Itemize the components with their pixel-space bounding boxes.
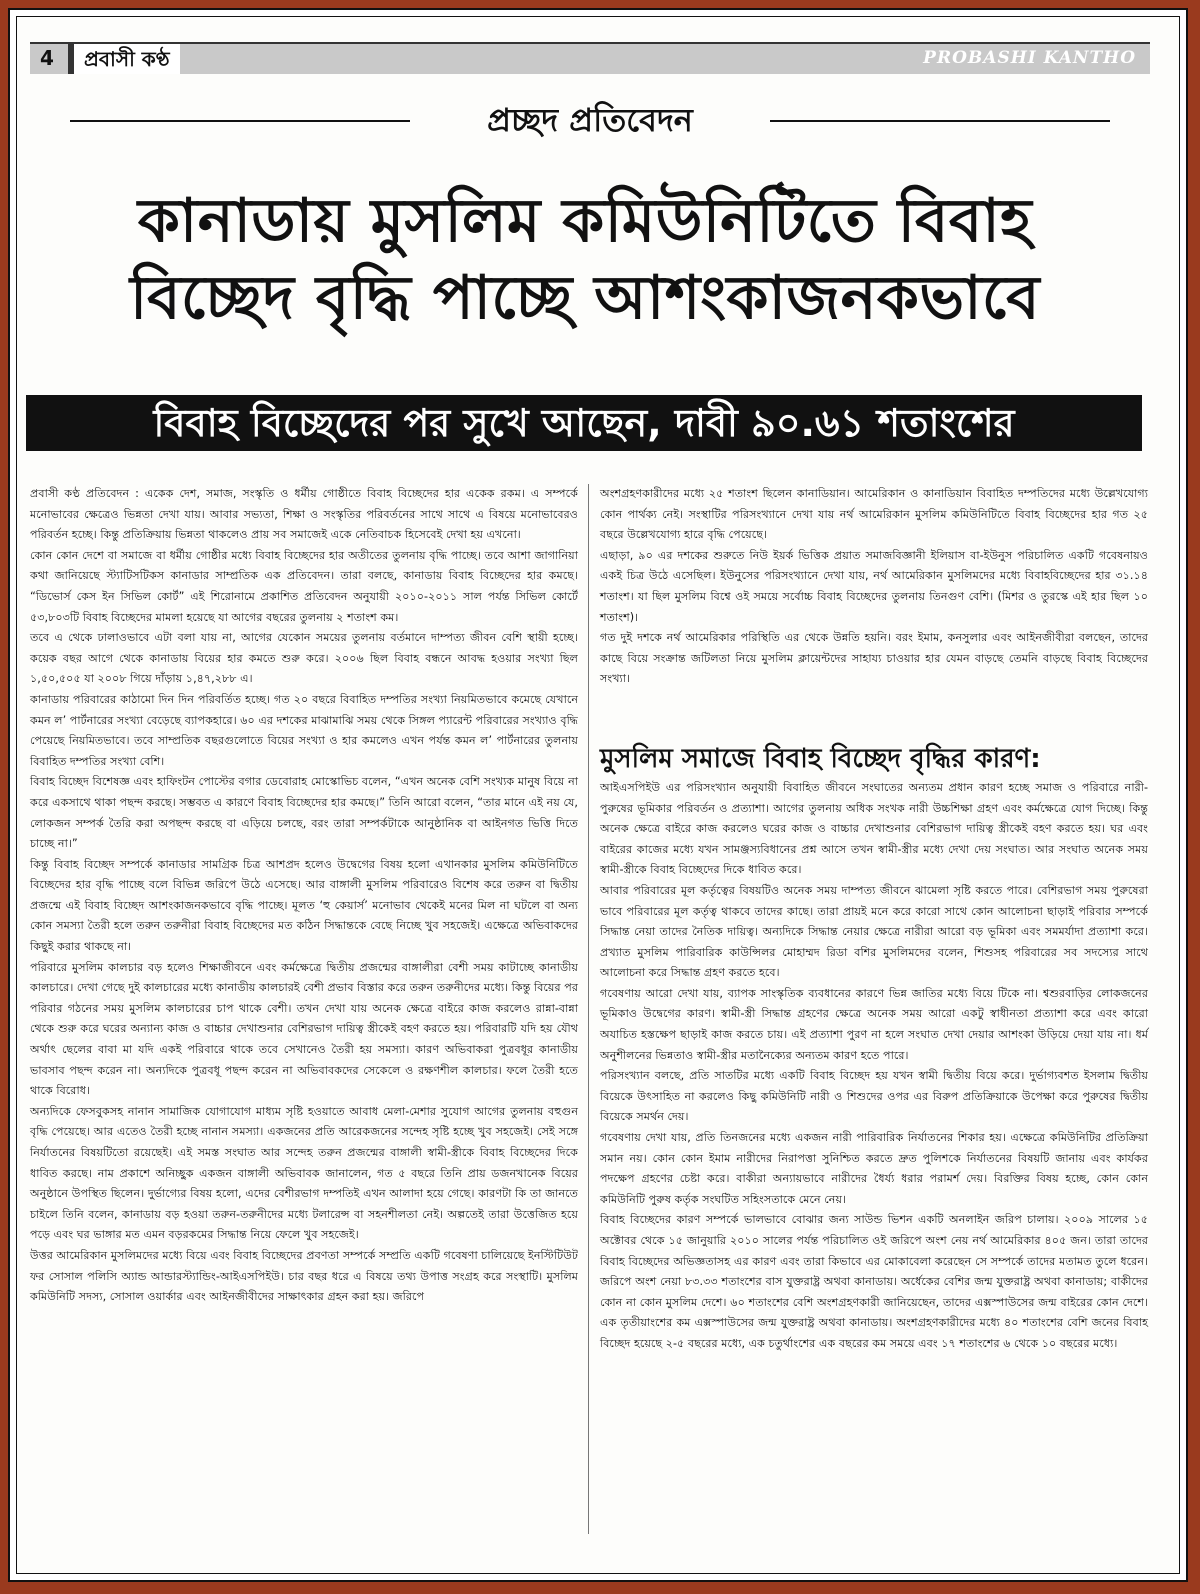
- paragraph: গবেষণায় আরো দেখা যায়, ব্যাপক সাংস্কৃতিক ব্যবধানের কারণে ভিন্ন জাতির মধ্যে বিয়ে টিকে না। শ্বশুরবাড়ির লোকজনের ভূমিকাও উদ্বেগের কারণ। স্বামী-স্ত্রী সিদ্ধান্ত গ্রহণের ক্ষেত্রে অনেক সময় আরো একটু স্বাধীনতা প্রত্যাশা করে এবং কারো অযাচিত হস্তক্ষেপ ছাড়াই কাজ করতে চায়। এই প্রত্যাশা পুরণ না হলে সংঘাত দেখা দেয়ার আশংকা উড়িয়ে দেয়া যায় না। ধর্ম অনুশীলনের ভিন্নতাও স্বামী-স্ত্রীর মতানৈক্যের অন্যতম কারণ হতে পারে।: [600, 986, 1148, 1062]
- paragraph: আইএসপিইউ এর পরিসংখ্যান অনুযায়ী বিবাহিত জীবনে সংঘাতের অন্যতম প্রধান কারণ হচ্ছে সমাজ ও পরিবারে নারী-পুরুষের ভূমিকার পরিবর্তন ও প্রত্যাশা। আগের তুলনায় অধিক সংখক নারী উচ্চশিক্ষা গ্রহণ এবং কর্মক্ষেত্রে যোগ দিচ্ছে। কিন্তু অনেক ক্ষেত্রে বাইরে কাজ করলেও ঘরের কাজ ও বাচ্চার দেখাশুনার বেশিরভাগ দায়িত্ব স্ত্রীকেই বহণ করতে হয়। ঘর এবং বাইরের কাজের মধ্যে যখন সামঞ্জস্যবিধানের প্রশ্ন আসে তখন স্বামী-স্ত্রীর মধ্যে দেখা দেয় সংঘাত। আর সংঘাত অনেক সময় স্বামী-স্ত্রীকে বিবাহ বিচ্ছেদের দিকে ধাবিত করে।: [600, 780, 1148, 877]
- paragraph: পরিবারে মুসলিম কালচার বড় হলেও শিক্ষাজীবনে এবং কর্মক্ষেত্রে দ্বিতীয় প্রজন্মের বাঙ্গালীরা বেশী সময় কাটাচ্ছে কানাডীয় কালচারে। দেখা গেছে দুই কালচারের মধ্যে কানাডীয় কালচারই বেশী প্রভাব বিস্তার করে তরুন তরুনীদের মধ্যে। কিন্তু বিয়ের পর পরিবার গঠনের সময় মুসলিম কালচারের চাপ থাকে বেশী। তখন দেখা যায় অনেক ক্ষেত্রে বাইরে কাজ করলেও রান্না-বান্না থেকে শুরু করে ঘরের অন্যান্য কাজ ও বাচ্চার দেখাশুনার বেশিরভাগ দায়িত্ব স্ত্রীকেই বহণ করতে হয়। পরিবারটি যদি হয় যৌথ অর্থাৎ ছেলের বাবা মা যদি একই পরিবারে থাকে তবে সেখানেও তৈরী হয় সমস্যা। কারণ অভিবাকরা পুত্রবধূর কানাডীয় ভাবসাব পছন্দ করেন না। অন্যদিকে পুত্রবধূ পছন্দ করেন না অভিবাবকদের সেকেলে ও রক্ষণশীল কালচার। ফলে তৈরী হতে থাকে বিরোধ।: [30, 960, 578, 1098]
- paragraph: বিবাহ বিচ্ছেদ বিশেষজ্ঞ এবং হাফিংটন পোস্টের বগার ডেবোরাহ মোস্কোভিচ বলেন, “এখন অনেক বেশি সংখ্যক মানুষ বিয়ে না করে একসাথে থাকা পছন্দ করছে। সম্ভবত এ কারণে বিবাহ বিচ্ছেদের হার কমছে।” তিনি আরো বলেন, “তার মানে এই নয় যে, লোকজন সম্পর্ক তৈরি করা অপছন্দ করছে বা এড়িয়ে চলছে, বরং তারা সম্পর্কটাকে আনুষ্ঠানিক বা আইনগত ভিত্তি দিতে চাচ্ছে না।”: [30, 775, 578, 851]
- paragraph: এছাড়া, ৯০ এর দশকের শুরুতে নিউ ইয়র্ক ভিত্তিক প্রয়াত সমাজবিজ্ঞানী ইলিয়াস বা-ইউনুস পরিচালিত একটি গবেষনায়ও একই চিত্র উঠে এসেছিল। ইউনুসের পরিসংখ্যানে দেখা যায়, নর্থ আমেরিকান মুসলিমদের মধ্যে বিবাহবিচ্ছেদের হার ৩১.১৪ শতাংশ। যা ছিল মুসলিম বিশ্বে ওই সময়ে সর্বোচ্চ বিবাহ বিচ্ছেদের তুলনায় তিনগুণ বেশি। (মিশর ও তুরস্কে এই হার ছিল ১০ শতাংশ)।: [600, 548, 1148, 624]
- paragraph: উত্তর আমেরিকান মুসলিমদের মধ্যে বিয়ে এবং বিবাহ বিচ্ছেদের প্রবণতা সম্পর্কে সম্প্রতি একটি গবেষণা চালিয়েছে ইনস্টিটিউট ফর সোসাল পলিসি অ্যান্ড আন্ডারস্ট্যান্ডিং-আইএসপিইউ। চার বছর ধরে এ বিষয়ে তথ্য উপাত্ত সংগ্রহ করে সংস্থাটি। মুসলিম কমিউনিটি সদস্য, সোসাল ওয়ার্কার এবং আইনজীবীদের সাক্ষাৎকার গ্রহন করা হয়। জরিপে: [30, 1248, 578, 1304]
- page-number: 4: [40, 46, 54, 70]
- paragraph: কিন্তু বিবাহ বিচ্ছেদ সম্পর্কে কানাডার সামগ্রিক চিত্র আশপ্রদ হলেও উদ্বেগের বিষয় হলো এখানকার মুসলিম কমিউনিটিতে বিচ্ছেদের হার বৃদ্ধি পাচ্ছে বলে বিভিন্ন জরিপে উঠে এসেছে। আর বাঙ্গালী মুসলিম পরিবারেও বিশেষ করে তরুন বা দ্বিতীয় প্রজন্মে এই বিবাহ বিচ্ছেদ আশংকাজনকভাবে বৃদ্ধি পাচ্ছে। মূলত ‘হু কেয়ার্স’ মনোভাব থেকেই মনের মিল না ঘটলে বা অন্য কোন সমস্যা তৈরী হলে তরুন তরুনীরা বিবাহ বিচ্ছেদের মত কঠিন সিদ্ধান্তকে বেছে নিচ্ছে খুব সহজেই। এক্ষেত্রে অভিবাকদের কিছুই করার থাকছে না।: [30, 857, 578, 954]
- right-column: [600, 484, 1148, 1355]
- paragraph: পরিসংখ্যান বলছে, প্রতি সাতটির মধ্যে একটি বিবাহ বিচ্ছেদ হয় যখন স্বামী দ্বিতীয় বিয়ে করে। দুর্ভাগ্যবশত ইসলাম দ্বিতীয় বিয়েকে উৎসাহিত না করলেও কিছু কমিউনিটি নারী ও শিশুদের ওপর এর বিরুপ প্রতিক্রিয়াকে উপেক্ষা করে পুরুষের দ্বিতীয় বিয়েকে সমর্থন দেয়।: [600, 1069, 1148, 1124]
- section-rule-right: [770, 120, 1110, 122]
- section-label-row: [40, 100, 1140, 140]
- paragraph: অন্যদিকে ফেসবুকসহ নানান সামাজিক যোগাযোগ মাধ্যম সৃষ্টি হওয়াতে আবাধ মেলা-মেশার সুযোগ আগের তুলনায় বহুগুন বৃদ্ধি পেয়েছে। আর এতেও তৈরী হচ্ছে নানান সমস্যা। একজনের প্রতি আরেকজনের সন্দেহ সৃষ্টি হচ্ছে খুব সহজেই। সেই সঙ্গে নির্যাতনের বিষয়টিতো রয়েছেই। এই সমস্ত সংঘাত আর সন্দেহ তরুন প্রজন্মের বাঙ্গালী স্বামী-স্ত্রীকে বিবাহ বিচ্ছেদের দিকে ধাবিত করছে। নাম প্রকাশে অনিচ্ছুক একজন বাঙ্গালী অভিবাবক জানালেন, গত ৫ বছরে তিনি প্রায় ডজনখানেক বিয়ের অনুষ্ঠানে উপস্থিত ছিলেন। দুর্ভাগ্যের বিষয় হলো, এদের বেশীরভাগ দম্পতিই এখন আলাদা হয়ে গেছে। কারণটা কি তা জানতে চাইলে তিনি বলেন, কানাডায় বড় হওয়া তরুন-তরুনীদের মধ্যে টলারেন্স বা সহনশীলতা নেই। অল্পতেই তারা উত্তেজিত হয়ে পড়ে এবং ঘর ভাঙ্গার মত এমন বড়রকমের সিদ্ধান্ত নিয়ে ফেলে খুব সহজেই।: [30, 1104, 578, 1242]
- column-divider: [588, 484, 589, 1534]
- subheadline-banner: বিবাহ বিচ্ছেদের পর সুখে আছেন, দাবী ৯০.৬১ শতাংশের: [26, 395, 1142, 451]
- left-column: [30, 484, 578, 1308]
- paragraph: আবার পরিবারের মূল কর্তৃত্বের বিষয়টিও অনেক সময় দাম্পত্য জীবনে ঝামেলা সৃষ্টি করতে পারে। বেশিরভাগ সময় পুরুষেরা ভাবে পরিবারের মূল কর্তৃত্ব থাকবে তাদের কাছে। তারা প্রায়ই মনে করে কারো সাথে কোন আলোচনা ছাড়াই পরিবার সম্পর্কে সিদ্ধান্ত নেয়া তাদের নৈতিক দায়িত্ব। অন্যদিকে সিদ্ধান্ত নেয়ার ক্ষেত্রে নারীরা আরো বড় ভূমিকা এবং সমমর্যাদা প্রত্যাশা করে। প্রখ্যাত মুসলিম পারিবারিক কাউন্সিলর মোহাম্মদ রিডা বশির মুসলিমদের বলেন, শিশুসহ পরিবারের সব সদস্যের সাথে আলোচনা করে সিদ্ধান্ত গ্রহণ করতে হবে।: [600, 883, 1148, 980]
- paragraph: গত দুই দশকে নর্থ আমেরিকার পরিস্থিতি এর থেকে উন্নতি হয়নি। বরং ইমাম, কনসুলার এবং আইনজীবীরা বলছেন, তাদের কাছে বিয়ে সংক্রান্ত জটিলতা নিয়ে মুসলিম ক্লায়েন্টদের সাহায্য চাওয়ার হার যেমন বাড়ছে তেমনি বাড়ছে বিবাহ বিচ্ছেদের সংখ্যা।: [600, 631, 1148, 686]
- paragraph: কানাডায় পরিবারের কাঠামো দিন দিন পরিবর্তিত হচ্ছে। গত ২০ বছরে বিবাহিত দম্পতির সংখ্যা নিয়মিতভাবে কমেছে যেখানে কমন ল’ পার্টনারের সংখ্যা বেড়েছে ব্যাপকহারে। ৬০ এর দশকের মাঝামাঝি সময় থেকে সিঙ্গল প্যারেন্ট পরিবারের সংখ্যাও বৃদ্ধি পেয়েছে নিয়মিতভাবে। তবে সাম্প্রতিক বছরগুলোতে বিয়ের সংখ্যা ও হার কমলেও এখন পর্যন্ত কমন ল’ পার্টনারের তুলনায় বিবাহিত দম্পতির সংখ্যা বেশি।: [30, 692, 578, 768]
- paragraph: তবে এ থেকে ঢালাওভাবে এটা বলা যায় না, আগের যেকোন সময়ের তুলনায় বর্তমানে দাম্পত্য জীবন বেশি স্থায়ী হচ্ছে। কয়েক বছর আগে থেকে কানাডায় বিয়ের হার কমতে শুরু করে। ২০০৬ ছিল বিবাহ বন্ধনে আবদ্ধ হওয়ার সংখ্যা ছিল ১,৫০,৫০৫ যা ২০০৮ গিয়ে দাঁড়ায় ১,৪৭,২৮৮ এ।: [30, 631, 578, 686]
- publication-name-bangla: প্রবাসী কণ্ঠ: [68, 44, 180, 74]
- subsection-heading: মুসলিম সমাজে বিবাহ বিচ্ছেদ বৃদ্ধির কারণ:: [600, 743, 1041, 774]
- paragraph: বিবাহ বিচ্ছেদের কারণ সম্পর্কে ভালভাবে বোঝার জন্য সাউন্ড ভিশন একটি অনলাইন জরিপ চালায়। ২০০৯ সালের ১৫ অক্টোবর থেকে ১৫ জানুয়ারি ২০১০ সালের পর্যন্ত পরিচালিত ওই জরিপে অংশ নেয় নর্থ আমেরিকার ৪০৫ জন। তারা তাদের বিবাহ বিচ্ছেদের অভিজ্ঞতাসহ এর কারণ এবং তারা কিভাবে এর মোকাবেলা করেছেন সে সম্পর্কে তাদের মতামত তুলে ধরেন। জরিপে অংশ নেয়া ৮৩.৩৩ শতাংশের বাস যুক্তরাষ্ট্র অথবা কানাডায়। অর্ধেকের বেশির জন্ম যুক্তরাষ্ট্র অথবা কানাডায়; বাকীদের কোন না কোন মুসলিম দেশে। ৬০ শতাংশের বেশি অংশগ্রহণকারী জানিয়েছেন, তাদের এক্সস্পাউসের জন্ম বাইরের কোন দেশে। এক তৃতীয়াংশের কম এক্সস্পাউসের জন্ম যুক্তরাষ্ট্র অথবা কানাডায়। অংশগ্রহণকারীদের মধ্যে ৪০ শতাংশের বেশি জনের বিবাহ বিচ্ছেদ হয়েছে ২-৫ বছরের মধ্যে, এক চতুর্থাংশের এক বছরের কম সময়ে এবং ১৭ শতাংশের ৬ থেকে ১০ বছরের মধ্যে।: [600, 1213, 1148, 1350]
- masthead-bar: [30, 42, 1150, 74]
- paragraph: প্রবাসী কণ্ঠ প্রতিবেদন : একেক দেশ, সমাজ, সংস্কৃতি ও ধর্মীয় গোষ্ঠীতে বিবাহ বিচ্ছেদের হার একেক রকম। এ সম্পর্কে মনোভাবের ক্ষেত্রেও ভিন্নতা দেখা যায়। আবার সভ্যতা, শিক্ষা ও সংস্কৃতির পরিবর্তনের সাথে সাথে এ বিষয়ে মনোভাবেরও পরিবর্তন হচ্ছে। কিন্তু প্রতিক্রিয়ায় ভিন্নতা থাকলেও প্রায় সব সমাজেই একে নেতিবাচক হিসেবেই দেখা হয় এখনো।: [30, 487, 578, 542]
- publication-name-english: PROBASHI KANTHO: [923, 48, 1136, 68]
- section-rule-left: [70, 120, 410, 122]
- section-label: প্রচ্ছদ প্রতিবেদন: [487, 101, 693, 139]
- headline: [20, 183, 1150, 337]
- paragraph: কোন কোন দেশে বা সমাজে বা ধর্মীয় গোষ্ঠীর মধ্যে বিবাহ বিচ্ছেদের হার অতীতের তুলনায় বৃদ্ধি পাচ্ছে। তবে আশা জাগানিয়া কথা জানিয়েছে স্ট্যাটিসটিকস কানাডার সাম্প্রতিক এক প্রতিবেদন। তারা বলছে, কানাডায় বিবাহ বিচ্ছেদের হার কমছে। “ডিভোর্স কেস ইন সিভিল কোর্ট” এই শিরোনামে প্রকাশিত প্রতিবেদন অনুযায়ী ২০১০-২০১১ সাল পর্যন্ত সিভিল কোর্টে ৫৩,৮০৩টি বিবাহ বিচ্ছেদের মামলা হয়েছে যা আগের বছরের তুলনায় ২ শতাংশ কম।: [30, 548, 578, 624]
- paragraph: গবেষণায় দেখা যায়, প্রতি তিনজনের মধ্যে একজন নারী পারিবারিক নির্যাতনের শিকার হয়। এক্ষেত্রে কমিউনিটির প্রতিক্রিয়া সমান নয়। কোন কোন ইমাম নারীদের নিরাপত্তা সুনিশ্চিত করতে দ্রুত পুলিশকে নির্যাতনের বিষয়টি জানায় এবং কার্যকর পদক্ষেপ গ্রহণের চেষ্টা করে। বাকীরা অন্যায়ভাবে নারীদের ধৈর্য্য ধরার পরামর্শ দেয়। বিরক্তির বিষয় হচ্ছে, কোন কোন কমিউনিটি পুরুষ কর্তৃক সংঘটিত সহিংসতাকে মেনে নেয়।: [600, 1131, 1148, 1206]
- headline-line-1: কানাডায় মুসলিম কমিউনিটিতে বিবাহ: [137, 186, 1033, 256]
- headline-line-2: বিচ্ছেদ বৃদ্ধি পাচ্ছে আশংকাজনকভাবে: [129, 262, 1041, 333]
- paragraph: অংশগ্রহণকারীদের মধ্যে ২৫ শতাংশ ছিলেন কানাডিয়ান। আমেরিকান ও কানাডিয়ান বিবাহিত দম্পতিদের মধ্যে উল্লেখযোগ্য কোন পার্থক্য নেই। সংস্থাটির পরিসংখ্যানে দেখা যায় নর্থ আমেরিকান মুসলিম কমিউনিটিতে বিবাহ বিচ্ছেদের হার গত ২৫ বছরে উল্লেখযোগ্য হারে বৃদ্ধি পেয়েছে।: [600, 487, 1148, 542]
